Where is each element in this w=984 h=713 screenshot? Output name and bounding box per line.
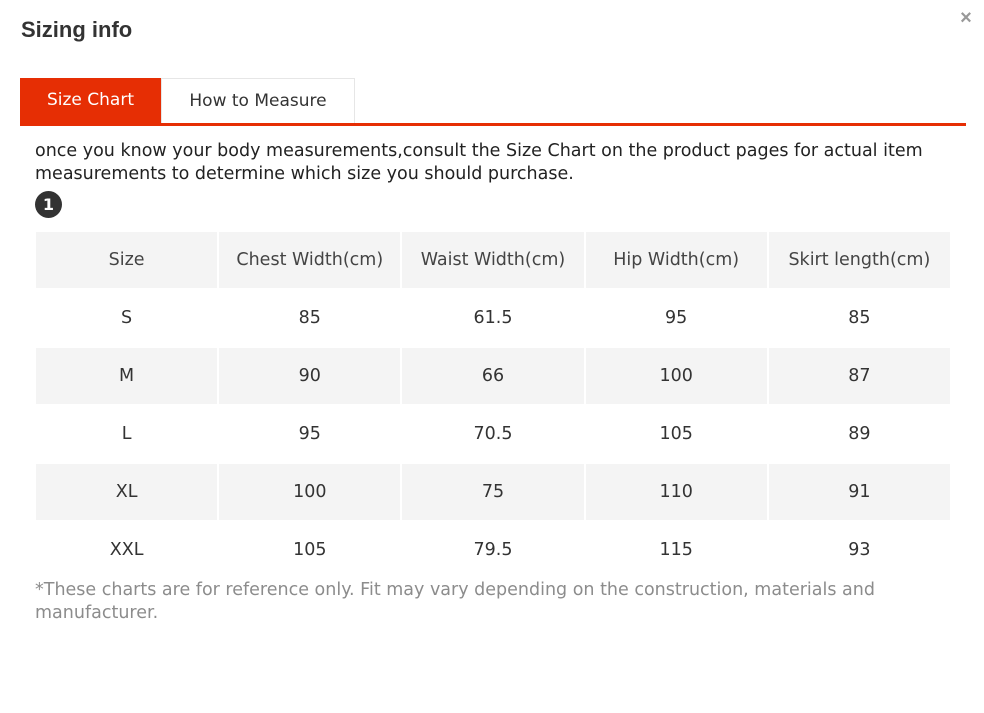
table-row <box>36 464 950 520</box>
cell-skirt: 93 <box>769 522 950 578</box>
tab-size-chart[interactable]: Size Chart <box>20 78 161 123</box>
cell-skirt: 89 <box>769 406 950 462</box>
cell-waist: 75 <box>402 464 583 520</box>
cell-chest: 95 <box>219 406 400 462</box>
header-size: Size <box>36 232 217 288</box>
intro-text: once you know your body measurements,consult the Size Chart on the product pages for actual item measurements to determine which size you should purchase. <box>35 141 923 184</box>
step-badge: 1 <box>35 191 62 218</box>
cell-size: XL <box>36 464 217 520</box>
tab-bar <box>20 78 355 123</box>
cell-waist: 70.5 <box>402 406 583 462</box>
cell-skirt: 91 <box>769 464 950 520</box>
cell-waist: 79.5 <box>402 522 583 578</box>
header-hip-width: Hip Width(cm) <box>586 232 767 288</box>
table-row <box>36 290 950 346</box>
header-skirt-length: Skirt length(cm) <box>769 232 950 288</box>
cell-hip: 115 <box>586 522 767 578</box>
table-row <box>36 406 950 462</box>
header-chest-width: Chest Width(cm) <box>219 232 400 288</box>
cell-size: S <box>36 290 217 346</box>
cell-hip: 100 <box>586 348 767 404</box>
tab-how-to-measure[interactable]: How to Measure <box>161 78 355 123</box>
cell-chest: 105 <box>219 522 400 578</box>
cell-size: L <box>36 406 217 462</box>
close-icon[interactable]: × <box>960 7 972 29</box>
footnote-disclaimer: *These charts are for reference only. Fit may vary depending on the construction, materials and manufacturer. <box>35 580 875 623</box>
table-row <box>36 522 950 578</box>
dialog-title: Sizing info <box>21 17 133 42</box>
header-waist-width: Waist Width(cm) <box>402 232 583 288</box>
cell-chest: 85 <box>219 290 400 346</box>
table-row <box>36 348 950 404</box>
cell-hip: 105 <box>586 406 767 462</box>
cell-hip: 110 <box>586 464 767 520</box>
tab-underline <box>20 123 966 126</box>
cell-waist: 61.5 <box>402 290 583 346</box>
cell-skirt: 85 <box>769 290 950 346</box>
cell-size: XXL <box>36 522 217 578</box>
cell-waist: 66 <box>402 348 583 404</box>
cell-skirt: 87 <box>769 348 950 404</box>
cell-size: M <box>36 348 217 404</box>
cell-chest: 90 <box>219 348 400 404</box>
cell-hip: 95 <box>586 290 767 346</box>
table-header-row <box>36 232 950 288</box>
cell-chest: 100 <box>219 464 400 520</box>
size-chart-table <box>34 230 952 580</box>
